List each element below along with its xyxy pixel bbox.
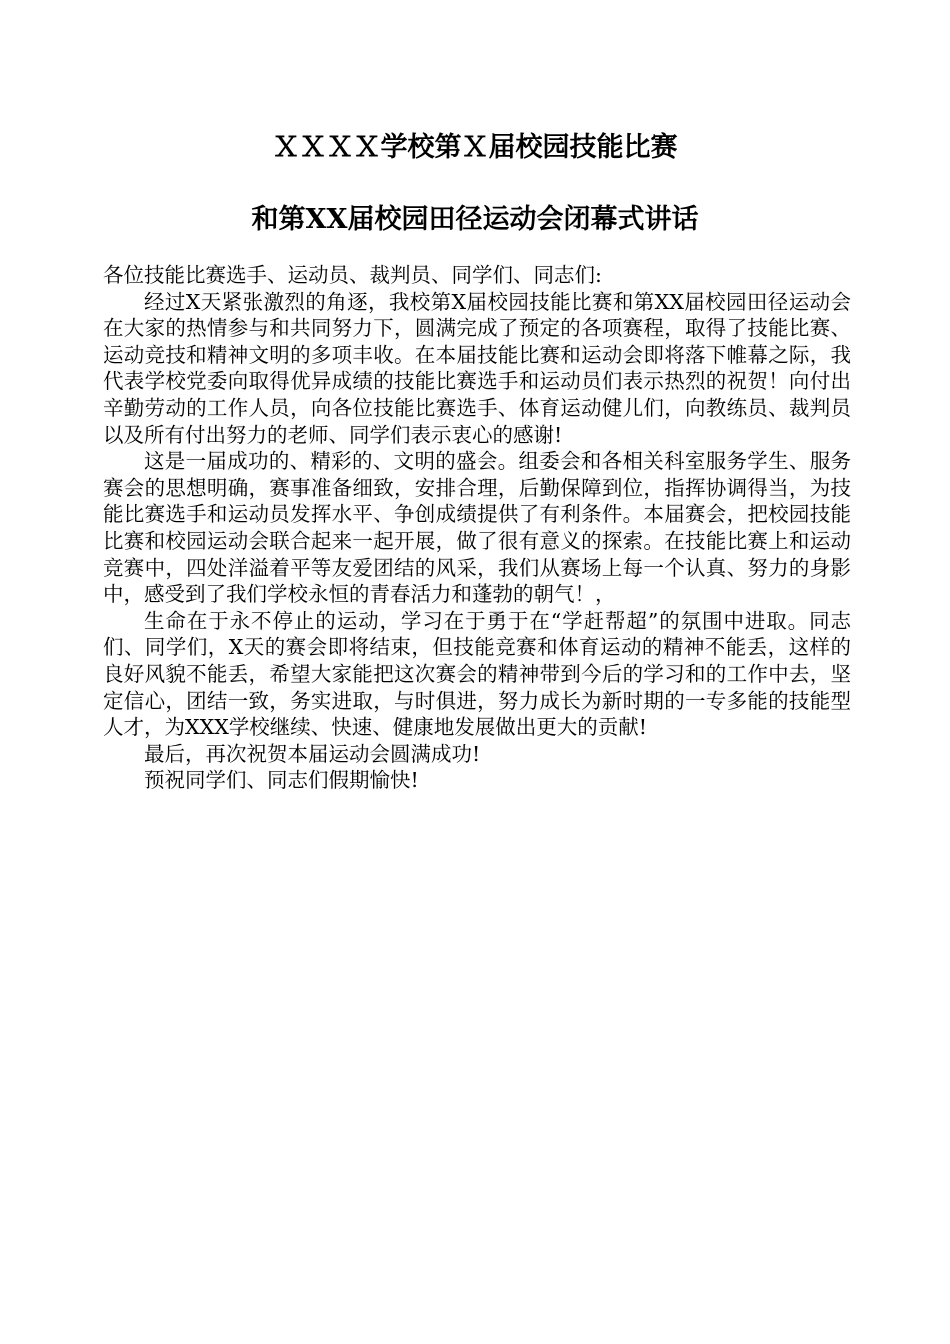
paragraph-3: 生命在于永不停止的运动，学习在于勇于在“学赶帮超”的氛围中进取。同志们、同学们，X天的赛会即将结束，但技能竞赛和体育运动的精神不能丢，这样的良好风貌不能丢，希望大家能把这次赛会的精神带到今后的学习和的工作中去，坚定信心，团结一致，务实进取，与时俱进，努力成长为新时期的一专多能的技能型人才，为XXX学校继续、快速、健康地发展做出更大的贡献!	[103, 608, 851, 740]
document-body	[103, 262, 851, 794]
document-title-line-2: 和第XX届校园田径运动会闭幕式讲话	[251, 204, 699, 235]
salutation: 各位技能比赛选手、运动员、裁判员、同学们、同志们:	[103, 263, 602, 287]
paragraph-1: 经过X天紧张激烈的角逐，我校第X届校园技能比赛和第XX届校园田径运动会在大家的热情参与和共同努力下，圆满完成了预定的各项赛程，取得了技能比赛、运动竞技和精神文明的多项丰收。在本届技能比赛和运动会即将落下帷幕之际，我代表学校党委向取得优异成绩的技能比赛选手和运动员们表示热烈的祝贺！向付出辛勤劳动的工作人员，向各位技能比赛选手、体育运动健儿们，向教练员、裁判员以及所有付出努力的老师、同学们表示衷心的感谢!	[103, 289, 851, 447]
paragraph-2: 这是一届成功的、精彩的、文明的盛会。组委会和各相关科室服务学生、服务赛会的思想明确，赛事准备细致，安排合理，后勤保障到位，指挥协调得当，为技能比赛选手和运动员发挥水平、争创成绩提供了有利条件。本届赛会，把校园技能比赛和校园运动会联合起来一起开展，做了很有意义的探索。在技能比赛上和运动竞赛中，四处洋溢着平等友爱团结的风采，我们从赛场上每一个认真、努力的身影中，感受到了我们学校永恒的青春活力和蓬勃的朝气！，	[103, 449, 851, 607]
paragraph-5: 预祝同学们、同志们假期愉快!	[144, 768, 419, 793]
paragraph-4: 最后，再次祝贺本届运动会圆满成功!	[144, 741, 481, 766]
document-title-line-1: ＸＸＸＸ学校第Ｘ届校园技能比赛	[272, 132, 678, 163]
